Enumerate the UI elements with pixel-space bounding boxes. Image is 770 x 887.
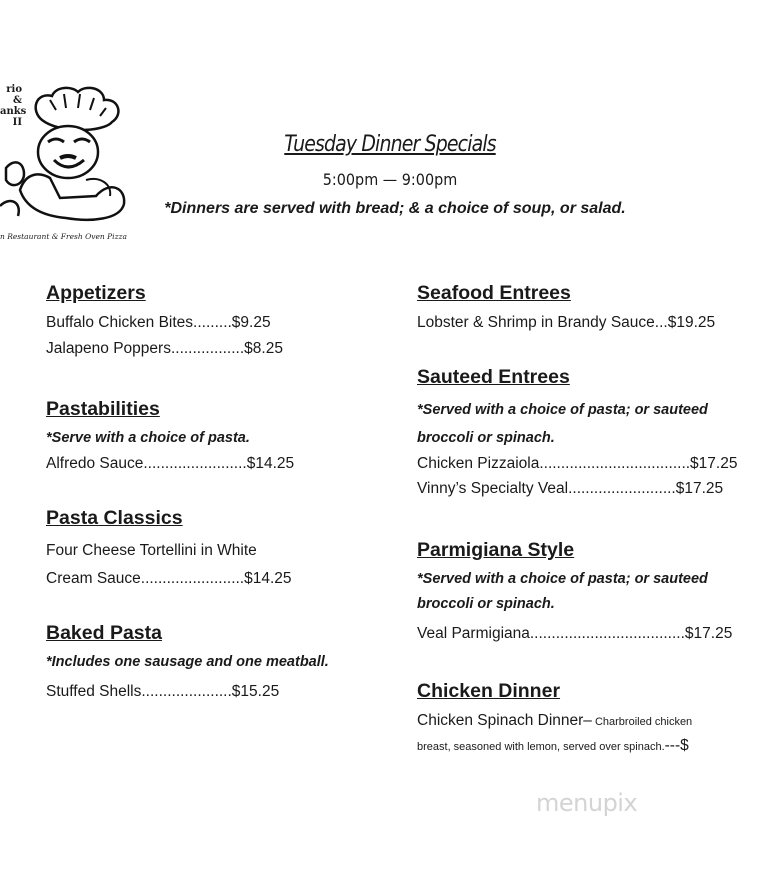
service-hours: 5:00pm — 9:00pm — [322, 170, 458, 189]
sauteed-heading: Sauteed Entrees — [417, 366, 570, 388]
logo-tagline: n Restaurant & Fresh Oven Pizza — [0, 232, 127, 241]
item-description: breast, seasoned with lemon, served over spinach. — [417, 741, 665, 753]
section-note: *Includes one sausage and one meatball. — [46, 654, 329, 670]
seafood-heading: Seafood Entrees — [417, 282, 571, 304]
parmigiana-heading: Parmigiana Style — [417, 539, 575, 561]
menu-item: Cream Sauce........................$14.25 — [46, 570, 292, 587]
menu-item: Four Cheese Tortellini in White — [46, 542, 257, 559]
menu-item — [417, 712, 692, 730]
menu-item: Jalapeno Poppers.................$8.25 — [46, 340, 283, 357]
section-note: broccoli or spinach. — [417, 430, 555, 446]
section-note: broccoli or spinach. — [417, 596, 555, 612]
baked-pasta-heading: Baked Pasta — [46, 622, 162, 644]
item-price: ---$ — [664, 737, 689, 754]
menu-item: Stuffed Shells.....................$15.25 — [46, 683, 280, 700]
item-description: Charbroiled chicken — [591, 716, 693, 728]
pasta-classics-heading: Pasta Classics — [46, 507, 183, 529]
menu-item: Buffalo Chicken Bites.........$9.25 — [46, 314, 271, 331]
menu-item: Chicken Pizzaiola...................................$17.25 — [417, 455, 738, 472]
chicken-heading: Chicken Dinner — [417, 680, 561, 702]
page-title: Tuesday Dinner Specials — [284, 132, 496, 157]
watermark: menupix — [536, 789, 638, 817]
section-note: *Served with a choice of pasta; or sauteed — [417, 402, 708, 418]
logo-name: rio & anks II — [0, 84, 27, 128]
menu-item: Lobster & Shrimp in Brandy Sauce...$19.25 — [417, 314, 716, 331]
menu-item-cont — [417, 737, 689, 755]
section-note: *Serve with a choice of pasta. — [46, 430, 250, 446]
menu-item: Veal Parmigiana....................................$17.25 — [417, 625, 733, 642]
item-name: Chicken Spinach Dinner– — [417, 712, 592, 729]
appetizers-heading: Appetizers — [46, 282, 146, 304]
pastabilities-heading: Pastabilities — [46, 398, 160, 420]
menu-item: Vinny’s Specialty Veal.........................$17.25 — [417, 480, 724, 497]
menu-item: Alfredo Sauce........................$14.25 — [46, 455, 295, 472]
restaurant-logo — [0, 80, 140, 250]
dinner-note: *Dinners are served with bread; & a choice of soup, or salad. — [164, 200, 626, 217]
section-note: *Served with a choice of pasta; or sauteed — [417, 571, 708, 587]
